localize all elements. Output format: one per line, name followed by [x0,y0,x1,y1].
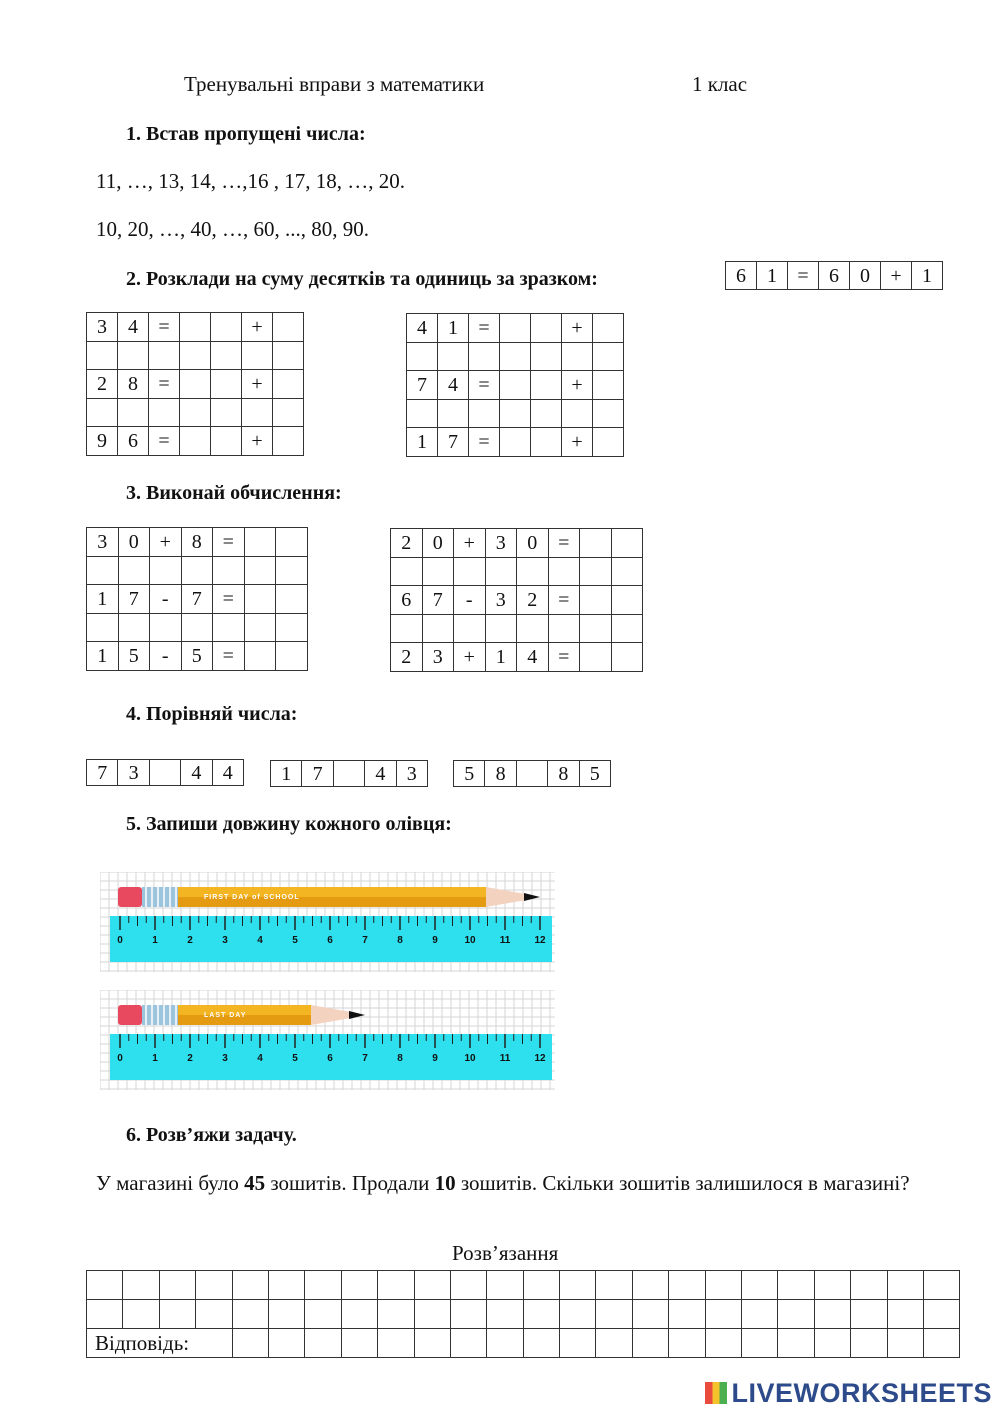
grid-cell-empty[interactable] [422,557,454,586]
grid-cell-empty[interactable] [118,341,149,370]
grid-cell-empty[interactable] [391,614,423,643]
task-number-1: 45 [244,1171,266,1195]
ex3-right-grid[interactable] [390,528,643,672]
grid-cell-empty[interactable] [611,586,643,615]
ex6-heading: 6. Розв’яжи задачу. [126,1124,297,1146]
grid-cell-empty[interactable] [149,341,180,370]
solution-cell[interactable] [814,1271,850,1300]
grid-cell: 8 [118,370,149,399]
grid-cell: 3 [87,313,118,342]
solution-cell[interactable] [268,1300,304,1329]
ruler-tick-label: 6 [327,1053,333,1064]
solution-cell[interactable] [923,1300,959,1329]
ruler-tick-label: 2 [187,1053,193,1064]
grid-cell: - [150,585,182,614]
grid-cell-empty[interactable] [485,557,517,586]
ex2-heading: 2. Розклади на суму десятків та одиниць за зразком: [126,268,598,290]
grid-cell-empty[interactable] [150,613,182,642]
grid-cell: = [149,427,180,456]
grid-cell-empty[interactable] [213,556,245,585]
grid-cell-empty[interactable] [516,761,547,787]
grid-cell-empty[interactable] [333,761,364,787]
task-text-3: зошитів. Скільки зошитів залишилося в магазині? [455,1171,910,1195]
grid-cell-empty[interactable] [276,528,308,557]
ruler-tick-label: 0 [117,1053,123,1064]
solution-cell[interactable] [887,1329,923,1358]
solution-cell[interactable] [851,1329,887,1358]
grid-cell-empty[interactable] [500,428,531,457]
solution-cell[interactable] [814,1300,850,1329]
grid-cell: 7 [422,586,454,615]
grid-cell-empty[interactable] [180,370,211,399]
grid-cell: 1 [912,262,943,290]
grid-cell-empty[interactable] [244,528,276,557]
solution-cell[interactable] [596,1300,632,1329]
grid-cell-empty[interactable] [531,314,562,343]
grid-cell-empty[interactable] [213,613,245,642]
solution-label: Розв’язання [452,1241,559,1265]
solution-cell[interactable] [159,1271,195,1300]
solution-cell[interactable] [341,1271,377,1300]
grid-cell-empty[interactable] [422,614,454,643]
grid-cell-empty[interactable] [244,642,276,671]
grid-cell-empty[interactable] [180,398,211,427]
grid-cell: + [150,528,182,557]
pencil-ferrule [142,1005,178,1025]
grid-cell: 6 [118,427,149,456]
ruler-tick-label: 8 [397,1053,403,1064]
grid-cell: 4 [407,314,438,343]
ruler-tick-label: 1 [152,1053,158,1064]
grid-cell: = [548,586,580,615]
ex1-line-1: 11, …, 13, 14, …,16 , 17, 18, …, 20. [96,169,405,193]
solution-cell[interactable] [414,1329,450,1358]
ruler-tick-label: 4 [257,1053,263,1064]
solution-cell[interactable] [159,1300,195,1329]
solution-cell[interactable] [887,1300,923,1329]
ruler-tick-label: 11 [499,935,511,946]
grid-cell-empty[interactable] [276,585,308,614]
grid-cell: 3 [485,529,517,558]
solution-cell[interactable] [705,1271,741,1300]
ex5-heading: 5. Запиши довжину кожного олівця: [126,813,452,835]
grid-cell-empty[interactable] [181,556,213,585]
solution-cell[interactable] [378,1329,414,1358]
grid-cell-empty[interactable] [500,314,531,343]
grid-cell: - [150,642,182,671]
ex3-heading: 3. Виконай обчислення: [126,482,342,504]
solution-cell[interactable] [341,1300,377,1329]
compare-pair-3[interactable] [453,760,611,787]
grid-cell: 6 [819,262,850,290]
solution-cell[interactable] [87,1271,123,1300]
ruler-tick-label: 8 [397,935,403,946]
grid-cell: = [469,371,500,400]
grid-cell-empty[interactable] [485,614,517,643]
grid-cell: = [548,643,580,672]
grid-cell-empty[interactable] [87,341,118,370]
ruler-tick-label: 3 [222,935,228,946]
grid-cell: 7 [118,585,150,614]
task-text-1: У магазині було [96,1171,245,1195]
solution-cell[interactable] [560,1329,596,1358]
grid-cell-empty[interactable] [391,557,423,586]
grid-cell: 1 [271,761,302,787]
solution-cell[interactable] [778,1300,814,1329]
grid-cell-empty[interactable] [500,371,531,400]
solution-cell[interactable] [450,1329,486,1358]
grid-cell: 6 [391,586,423,615]
grid-cell-empty[interactable] [611,643,643,672]
ex1-line-2: 10, 20, …, 40, …, 60, ..., 80, 90. [96,217,369,241]
ex1-heading: 1. Встав пропущені числа: [126,123,366,145]
compare-pair-1[interactable] [86,759,244,786]
solution-cell[interactable] [196,1271,232,1300]
grid-cell: + [242,427,273,456]
solution-cell[interactable] [669,1329,705,1358]
solution-cell[interactable] [378,1300,414,1329]
grid-cell: 8 [181,528,213,557]
grid-cell-empty[interactable] [407,399,438,428]
grid-cell: 5 [118,642,150,671]
grid-cell-empty[interactable] [438,342,469,371]
worksheet-title: Тренувальні вправи з математики [184,72,485,96]
grid-cell-empty[interactable] [244,556,276,585]
grid-cell: + [242,313,273,342]
grid-cell-empty[interactable] [580,614,612,643]
grid-cell: 5 [181,642,213,671]
grid-cell-empty[interactable] [531,342,562,371]
grid-cell-empty[interactable] [273,370,304,399]
grid-cell-empty[interactable] [580,643,612,672]
solution-cell[interactable] [778,1329,814,1358]
solution-cell[interactable] [487,1329,523,1358]
ruler-tick-label: 1 [152,935,158,946]
ruler-tick-label: 3 [222,1053,228,1064]
solution-cell[interactable] [450,1300,486,1329]
grid-cell-empty[interactable] [87,613,119,642]
grid-cell-empty[interactable] [500,399,531,428]
grid-cell-empty[interactable] [593,342,624,371]
ruler-tick-label: 10 [464,935,476,946]
grid-cell-empty[interactable] [273,398,304,427]
solution-cell[interactable] [632,1329,668,1358]
grid-cell-empty[interactable] [580,557,612,586]
grid-cell: 5 [579,761,610,787]
ruler-tick-label: 10 [464,1053,476,1064]
ex2-sample-grid [725,261,943,290]
solution-cell[interactable] [560,1300,596,1329]
solution-cell[interactable] [560,1271,596,1300]
grid-cell: + [454,529,486,558]
word-problem [96,1170,926,1197]
grid-cell: 1 [87,642,119,671]
grid-cell: 6 [726,262,757,290]
ruler-tick-label: 12 [534,935,546,946]
ruler-tick-label: 4 [257,935,263,946]
pencil-eraser [118,887,142,907]
logo-icon [705,1382,727,1404]
solution-cell[interactable] [123,1300,159,1329]
grid-cell-empty[interactable] [611,557,643,586]
solution-cell[interactable] [523,1271,559,1300]
grid-cell: 5 [454,761,485,787]
solution-cell[interactable] [851,1300,887,1329]
grid-cell-empty[interactable] [454,614,486,643]
grid-cell: 7 [302,761,333,787]
grid-cell-empty[interactable] [180,313,211,342]
solution-cell[interactable] [487,1300,523,1329]
pencil-eraser [118,1005,142,1025]
solution-cell[interactable] [523,1300,559,1329]
grid-cell-empty[interactable] [548,614,580,643]
compare-pair-2[interactable] [270,760,428,787]
grid-cell: 4 [365,761,396,787]
grid-cell: 1 [87,585,119,614]
ruler-tick-label: 5 [292,1053,298,1064]
task-number-2: 10 [434,1171,456,1195]
solution-grid[interactable] [86,1270,960,1358]
grid-cell-empty[interactable] [517,614,549,643]
grid-cell-empty[interactable] [118,556,150,585]
solution-cell[interactable] [268,1271,304,1300]
grid-cell: + [242,370,273,399]
solution-cell[interactable] [632,1300,668,1329]
grid-cell: 0 [850,262,881,290]
ruler-tick-label: 6 [327,935,333,946]
grid-cell: + [562,428,593,457]
solution-cell[interactable] [196,1300,232,1329]
solution-cell[interactable] [851,1271,887,1300]
grid-cell: 3 [118,760,149,786]
solution-cell[interactable] [414,1271,450,1300]
grid-cell-empty[interactable] [438,399,469,428]
grid-cell-empty[interactable] [531,371,562,400]
grid-cell: 0 [118,528,150,557]
grid-cell-empty[interactable] [211,313,242,342]
pencil-label: LAST DAY [204,1012,247,1019]
solution-cell[interactable] [87,1300,123,1329]
task-text-2: зошитів. Продали [265,1171,435,1195]
grid-cell-empty[interactable] [211,427,242,456]
solution-cell[interactable] [705,1329,741,1358]
grid-cell-empty[interactable] [244,585,276,614]
ex2-left-grid[interactable] [86,312,304,456]
grid-cell: 7 [407,371,438,400]
ruler-tick-label: 5 [292,935,298,946]
grid-cell: = [213,642,245,671]
solution-cell[interactable] [596,1329,632,1358]
grid-cell-empty[interactable] [276,613,308,642]
solution-cell[interactable] [596,1271,632,1300]
grid-cell: 2 [87,370,118,399]
grid-cell-empty[interactable] [211,341,242,370]
pencil-ruler-figure-2 [100,990,555,1090]
grid-cell: 1 [438,314,469,343]
grid-cell-empty[interactable] [593,399,624,428]
grid-cell-empty[interactable] [211,370,242,399]
solution-cell[interactable] [742,1329,778,1358]
ruler-tick-label: 7 [362,1053,368,1064]
ruler-tick-label: 12 [534,1053,546,1064]
pencil-ferrule [142,887,178,907]
grid-cell-empty[interactable] [273,313,304,342]
grid-cell-empty[interactable] [531,399,562,428]
grid-cell: 4 [118,313,149,342]
grid-cell-empty[interactable] [118,398,149,427]
grid-cell: 4 [438,371,469,400]
grid-cell: 4 [212,760,243,786]
grid-cell-empty[interactable] [273,341,304,370]
grid-cell: 7 [87,760,118,786]
grid-cell: = [469,428,500,457]
solution-cell[interactable] [268,1329,304,1358]
grid-cell: 2 [391,529,423,558]
grid-cell-empty[interactable] [149,760,180,786]
grid-cell-empty[interactable] [548,557,580,586]
grid-cell: 8 [548,761,579,787]
pencil-ruler-figure-1 [100,872,555,972]
grid-cell-empty[interactable] [181,613,213,642]
grade-label: 1 клас [692,72,748,96]
ruler-tick-label: 9 [432,935,438,946]
grid-cell-empty[interactable] [580,529,612,558]
answer-label: Відповідь: [87,1329,233,1358]
solution-cell[interactable] [378,1271,414,1300]
grid-cell-empty[interactable] [242,341,273,370]
grid-cell-empty[interactable] [180,427,211,456]
grid-cell: 3 [87,528,119,557]
grid-cell: = [469,314,500,343]
grid-cell-empty[interactable] [87,398,118,427]
grid-cell-empty[interactable] [593,314,624,343]
grid-cell: 1 [407,428,438,457]
solution-cell[interactable] [705,1300,741,1329]
grid-cell: 2 [517,586,549,615]
ruler-tick-label: 11 [499,1053,511,1064]
solution-cell[interactable] [523,1329,559,1358]
grid-cell: 7 [181,585,213,614]
grid-cell: = [149,313,180,342]
solution-cell[interactable] [669,1300,705,1329]
solution-cell[interactable] [814,1329,850,1358]
grid-cell-empty[interactable] [531,428,562,457]
ruler-tick-label: 2 [187,935,193,946]
grid-cell: 1 [757,262,788,290]
grid-cell-empty[interactable] [276,642,308,671]
solution-cell[interactable] [669,1271,705,1300]
solution-cell[interactable] [232,1329,268,1358]
grid-cell: 4 [181,760,212,786]
grid-cell: 3 [422,643,454,672]
grid-cell: 3 [396,761,427,787]
ex4-heading: 4. Порівняй числа: [126,703,298,725]
solution-cell[interactable] [778,1271,814,1300]
solution-cell[interactable] [305,1271,341,1300]
ex3-left-grid[interactable] [86,527,308,671]
grid-cell-empty[interactable] [580,586,612,615]
grid-cell: 3 [485,586,517,615]
grid-cell: + [454,643,486,672]
grid-cell-empty[interactable] [150,556,182,585]
grid-cell-empty[interactable] [149,398,180,427]
grid-cell: = [213,585,245,614]
grid-cell-empty[interactable] [87,556,119,585]
solution-cell[interactable] [232,1300,268,1329]
ex2-right-grid[interactable] [406,313,624,457]
solution-cell[interactable] [742,1300,778,1329]
grid-cell-empty[interactable] [500,342,531,371]
grid-cell-empty[interactable] [454,557,486,586]
grid-cell: = [149,370,180,399]
solution-cell[interactable] [632,1271,668,1300]
grid-cell: 8 [485,761,516,787]
solution-cell[interactable] [305,1329,341,1358]
solution-cell[interactable] [305,1300,341,1329]
grid-cell-empty[interactable] [517,557,549,586]
grid-cell: 1 [485,643,517,672]
ruler-tick-label: 9 [432,1053,438,1064]
grid-cell: - [454,586,486,615]
solution-cell[interactable] [923,1329,959,1358]
grid-cell: 2 [391,643,423,672]
ruler-tick-label: 7 [362,935,368,946]
solution-cell[interactable] [487,1271,523,1300]
grid-cell: + [881,262,912,290]
grid-cell: + [562,314,593,343]
grid-cell: 9 [87,427,118,456]
solution-cell[interactable] [742,1271,778,1300]
liveworksheets-logo [705,1378,992,1409]
watermark-text: LIVEWORKSHEETS [731,1378,992,1408]
grid-cell: 7 [438,428,469,457]
grid-cell-empty[interactable] [469,399,500,428]
grid-cell-empty[interactable] [593,371,624,400]
solution-cell[interactable] [232,1271,268,1300]
grid-cell-empty[interactable] [611,529,643,558]
grid-cell-empty[interactable] [593,428,624,457]
grid-cell: 0 [422,529,454,558]
grid-cell: = [548,529,580,558]
grid-cell-empty[interactable] [611,614,643,643]
solution-cell[interactable] [450,1271,486,1300]
grid-cell-empty[interactable] [407,342,438,371]
grid-cell: = [213,528,245,557]
ruler-tick-label: 0 [117,935,123,946]
grid-cell-empty[interactable] [562,342,593,371]
grid-cell: + [562,371,593,400]
grid-cell-empty[interactable] [242,398,273,427]
grid-cell-empty[interactable] [469,342,500,371]
solution-cell[interactable] [887,1271,923,1300]
grid-cell-empty[interactable] [244,613,276,642]
grid-cell-empty[interactable] [562,399,593,428]
grid-cell-empty[interactable] [276,556,308,585]
grid-cell-empty[interactable] [211,398,242,427]
solution-cell[interactable] [923,1271,959,1300]
grid-cell: 0 [517,529,549,558]
grid-cell-empty[interactable] [273,427,304,456]
solution-cell[interactable] [414,1300,450,1329]
grid-cell: = [788,262,819,290]
solution-cell[interactable] [341,1329,377,1358]
grid-cell: 4 [517,643,549,672]
pencil-label: FIRST DAY of SCHOOL [204,894,300,901]
solution-cell[interactable] [123,1271,159,1300]
grid-cell-empty[interactable] [180,341,211,370]
grid-cell-empty[interactable] [118,613,150,642]
